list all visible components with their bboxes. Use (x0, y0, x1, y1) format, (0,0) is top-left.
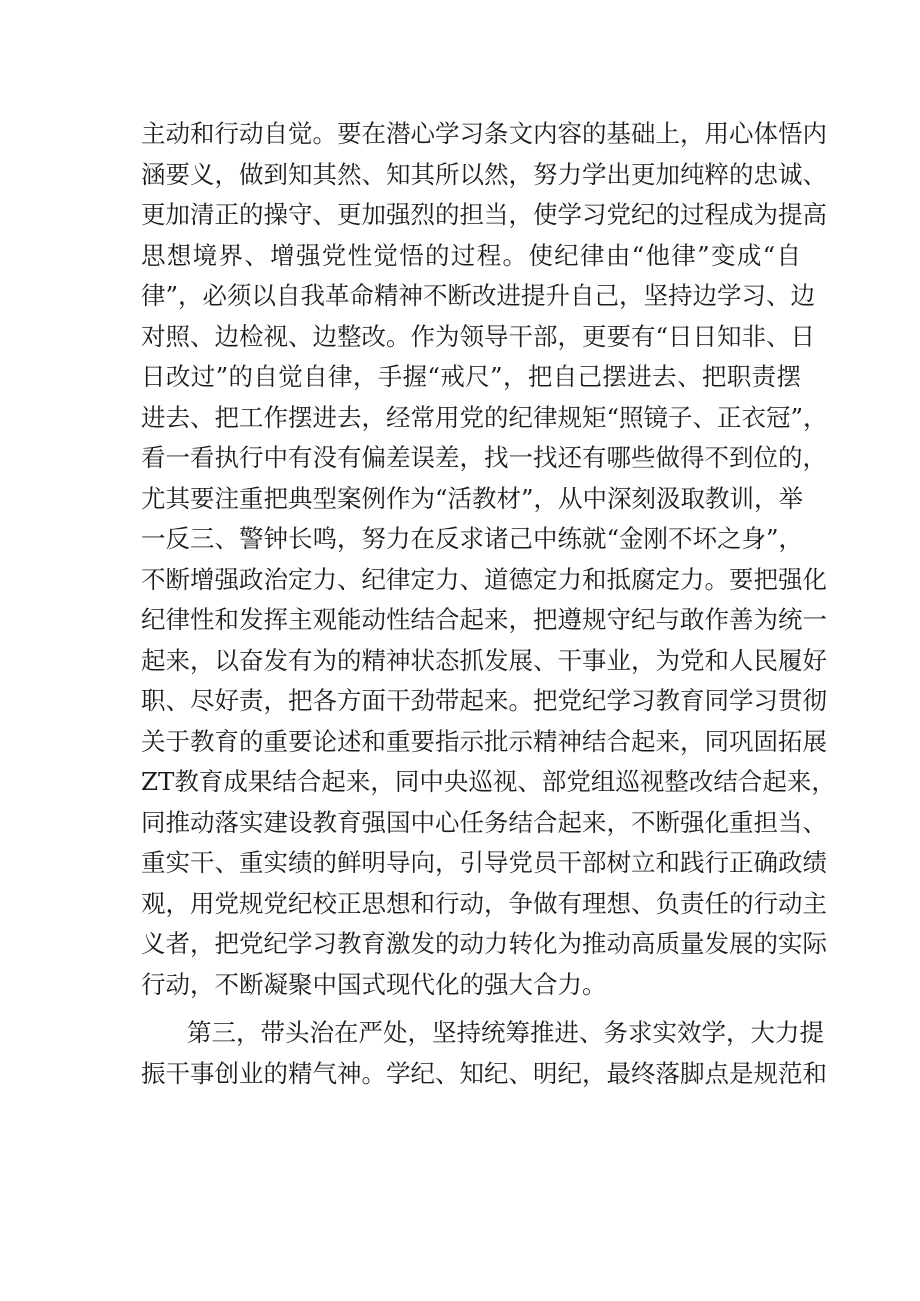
text-line: 尤其要注重把典型案例作为“活教材”，从中深刻汲取教训，举 (141, 483, 804, 513)
text-line: 一反三、警钟长鸣，努力在反求诸己中练就“金刚不坏之身”， (141, 524, 804, 553)
paragraph (141, 1013, 827, 1094)
body-text (141, 114, 836, 1094)
text-line: 职、尽好责，把各方面干劲带起来。把党纪学习教育同学习贯彻 (141, 686, 827, 715)
text-line: 思想境界、增强党性觉悟的过程。使纪律由“他律”变成“自 (141, 240, 801, 270)
paragraph (141, 114, 836, 1005)
text-line: 看一看执行中有没有偏差误差，找一找还有哪些做得不到位的， (141, 443, 827, 472)
text-line: 日改过”的自觉自律，手握“戒尺”，把自己摆进去、把职责摆 (141, 362, 801, 391)
text-line: 不断增强政治定力、纪律定力、道德定力和抵腐定力。要把强化 (141, 564, 827, 594)
text-line: 主动和行动自觉。要在潜心学习条文内容的基础上，用心体悟内 (141, 119, 827, 148)
text-line: 起来，以奋发有为的精神状态抓发展、干事业，为党和人民履好 (141, 645, 827, 675)
text-line: ZT教育成果结合起来，同中央巡视、部党组巡视整改结合起来， (141, 767, 836, 796)
text-line: 纪律性和发挥主观能动性结合起来，把遵规守纪与敢作善为统一 (141, 605, 827, 634)
text-line: 更加清正的操守、更加强烈的担当，使学习党纪的过程成为提高 (141, 200, 827, 229)
text-line: 振干事创业的精气神。学纪、知纪、明纪，最终落脚点是规范和 (141, 1058, 827, 1088)
text-line: 律”，必须以自我革命精神不断改进提升自己，坚持边学习、边 (141, 281, 816, 310)
text-line: 对照、边检视、边整改。作为领导干部，更要有“日日知非、日 (141, 321, 816, 351)
text-line: 同推动落实建设教育强国中心任务结合起来，不断强化重担当、 (141, 807, 827, 837)
text-line: 重实干、重实绩的鲜明导向，引导党员干部树立和践行正确政绩 (141, 848, 827, 877)
text-line: 第三，带头治在严处，坚持统筹推进、务求实效学，大力提 (187, 1018, 824, 1047)
text-line: 义者，把党纪学习教育激发的动力转化为推动高质量发展的实际 (141, 929, 827, 958)
text-line: 行动，不断凝聚中国式现代化的强大合力。 (141, 969, 607, 999)
text-line: 涵要义，做到知其然、知其所以然，努力学出更加纯粹的忠诚、 (141, 159, 827, 189)
text-line: 观，用党规党纪校正思想和行动，争做有理想、负责任的行动主 (141, 888, 827, 918)
text-line: 进去、把工作摆进去，经常用党的纪律规矩“照镜子、正衣冠”， (141, 402, 828, 432)
text-line: 关于教育的重要论述和重要指示批示精神结合起来，同巩固拓展 (141, 726, 827, 756)
paragraph-gap (141, 1005, 801, 1013)
